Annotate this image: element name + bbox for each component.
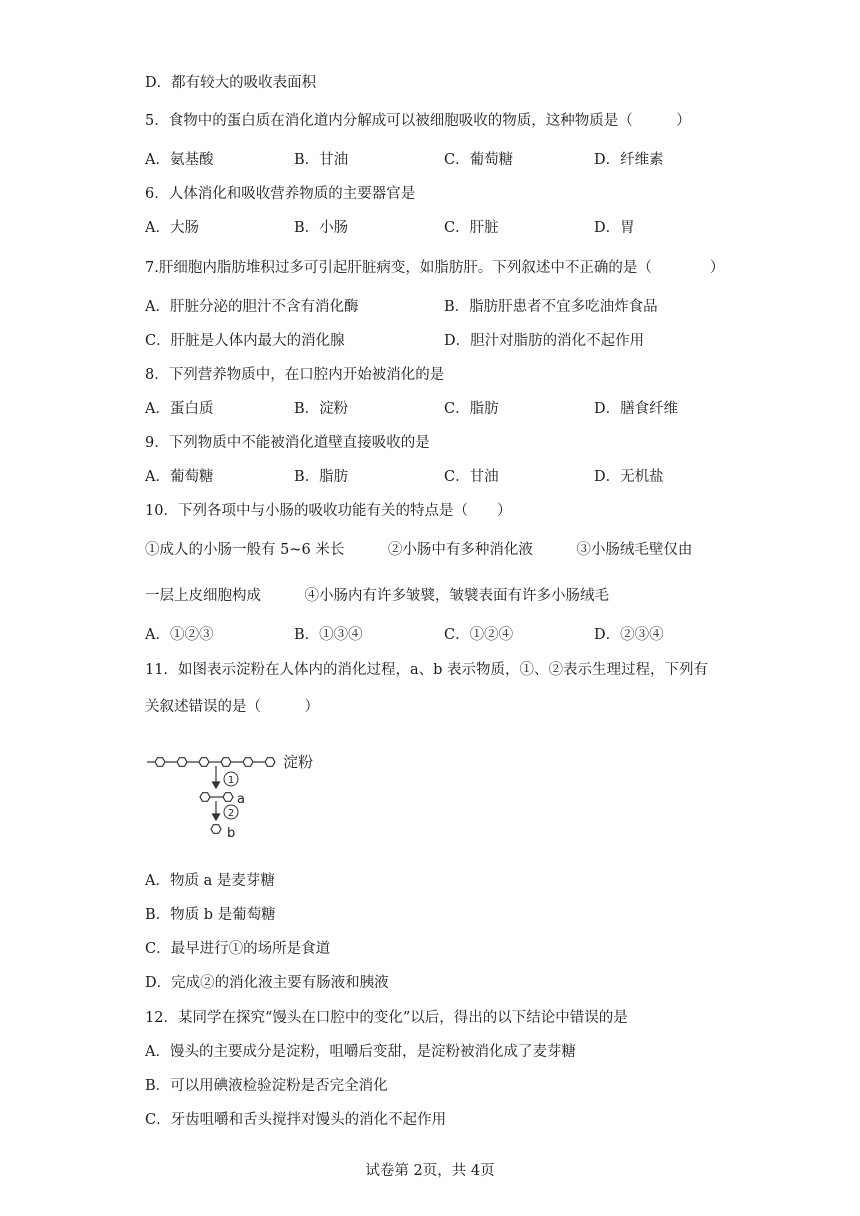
glucose-unit-hexagon	[200, 793, 210, 802]
q6-option-b: B．小肠	[294, 220, 349, 236]
q11-option-b: B．物质 b 是葡萄糖	[145, 907, 276, 923]
q5-options	[145, 150, 805, 170]
glucose-unit-hexagon	[199, 758, 209, 767]
q7-option-c: C．肝脏是人体内最大的消化腺	[145, 333, 345, 349]
starch-label: 淀粉	[283, 753, 314, 771]
q9-option-b: B．脂肪	[294, 469, 349, 485]
q7-options-row1	[145, 297, 805, 317]
q8-stem: 8．下列营养物质中，在口腔内开始被消化的是	[145, 367, 445, 383]
q10-options	[145, 625, 805, 645]
q10-statements-line1: ①成人的小肠一般有 5~6 米长 ②小肠中有多种消化液 ③小肠绒毛壁仅由	[145, 542, 693, 558]
q11-stem-line2: 关叙述错误的是（ ）	[145, 699, 319, 715]
q8-option-b: B．淀粉	[294, 401, 349, 417]
q7-options-row2	[145, 331, 805, 351]
q5-option-d: D．纤维素	[594, 152, 664, 168]
q7-option-b: B．脂肪肝患者不宜多吃油炸食品	[444, 299, 658, 315]
starch-digestion-diagram	[145, 742, 345, 842]
page-footer: 试卷第 2页，共 4页	[365, 1163, 495, 1179]
q5-option-b: B．甘油	[294, 152, 349, 168]
q12-option-b: B．可以用碘液检验淀粉是否完全消化	[145, 1078, 388, 1094]
q9-option-c: C．甘油	[444, 469, 499, 485]
q5-option-a: A．氨基酸	[145, 152, 214, 168]
q10-option-c: C．①②④	[444, 627, 514, 643]
q5-option-c: C．葡萄糖	[444, 152, 514, 168]
arrow-head-icon	[213, 782, 220, 788]
label-a: a	[237, 792, 245, 807]
q8-options	[145, 399, 805, 419]
glucose-unit-hexagon	[211, 825, 221, 834]
q10-option-a: A．①②③	[145, 627, 214, 643]
q8-option-d: D．膳食纤维	[594, 401, 679, 417]
glucose-unit-hexagon	[155, 758, 165, 767]
q9-stem: 9．下列物质中不能被消化道壁直接吸收的是	[145, 435, 430, 451]
q6-option-a: A．大肠	[145, 220, 199, 236]
q7-option-d: D．胆汁对脂肪的消化不起作用	[444, 333, 645, 349]
q6-options	[145, 218, 805, 238]
arrow-head-icon	[213, 814, 220, 820]
q10-option-b: B．①③④	[294, 627, 363, 643]
q9-options	[145, 467, 805, 487]
q11-option-a: A．物质 a 是麦芽糖	[145, 873, 275, 889]
glucose-unit-hexagon	[177, 758, 187, 767]
step1-label: 1	[227, 775, 235, 786]
glucose-unit-hexagon	[223, 793, 233, 802]
step2-label: 2	[227, 808, 235, 819]
label-b: b	[227, 826, 236, 841]
q7-stem: 7.肝细胞内脂肪堆积过多可引起肝脏病变，如脂肪肝。下列叙述中不正确的是（ ）	[145, 260, 725, 276]
q11-option-d: D．完成②的消化液主要有肠液和胰液	[145, 975, 389, 991]
q6-option-c: C．肝脏	[444, 220, 499, 236]
q12-stem: 12．某同学在探究“馒头在口腔中的变化”以后，得出的以下结论中错误的是	[145, 1010, 628, 1026]
q10-statements-line2: 一层上皮细胞构成 ④小肠内有许多皱襞，皱襞表面有许多小肠绒毛	[145, 588, 609, 604]
q11-option-c: C．最早进行①的场所是食道	[145, 941, 331, 957]
q12-option-c: C．牙齿咀嚼和舌头搅拌对馒头的消化不起作用	[145, 1112, 447, 1128]
q9-option-d: D．无机盐	[594, 469, 664, 485]
q8-option-a: A．蛋白质	[145, 401, 214, 417]
q5-stem: 5．食物中的蛋白质在消化道内分解成可以被细胞吸收的物质，这种物质是（ ）	[145, 113, 691, 129]
glucose-unit-hexagon	[221, 758, 231, 767]
q6-option-d: D．胃	[594, 220, 635, 236]
q10-stem: 10．下列各项中与小肠的吸收功能有关的特点是（ ）	[145, 503, 512, 519]
q11-stem-line1: 11．如图表示淀粉在人体内的消化过程，a、b 表示物质，①、②表示生理过程，下列有	[145, 662, 708, 678]
glucose-unit-hexagon	[243, 758, 253, 767]
q7-option-a: A．肝脏分泌的胆汁不含有消化酶	[145, 299, 359, 315]
glucose-unit-hexagon	[265, 758, 275, 767]
q6-stem: 6．人体消化和吸收营养物质的主要器官是	[145, 186, 416, 202]
q8-option-c: C．脂肪	[444, 401, 499, 417]
q10-option-d: D．②③④	[594, 627, 664, 643]
q9-option-a: A．葡萄糖	[145, 469, 214, 485]
q12-option-a: A．馒头的主要成分是淀粉，咀嚼后变甜，是淀粉被消化成了麦芽糖	[145, 1044, 576, 1060]
q4-option-d: D．都有较大的吸收表面积	[145, 75, 317, 91]
